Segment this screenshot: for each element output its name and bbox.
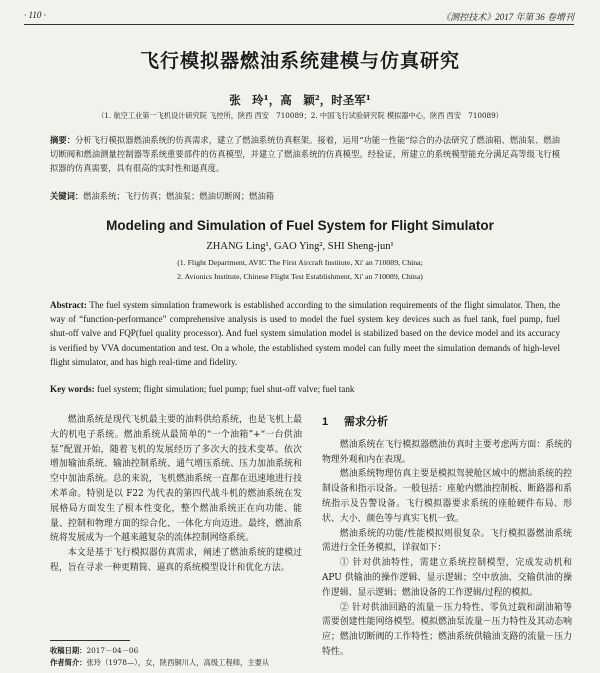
- bio-text: 张玲（1978—），女，陕西铜川人，高级工程师，主要从: [86, 658, 270, 667]
- keywords-chinese: [50, 190, 560, 202]
- body-paragraph: ① 针对供油特性，需建立系统控制模型，完成发动机和 APU 供输油的操作逻辑、显示逻辑；空中放油、交输供油的操作逻辑、显示逻辑；燃油设备的工作逻辑/过程的模拟。: [322, 558, 572, 598]
- keywords-english-text: fuel system; flight simulation; fuel pump; fuel shut-off valve; fuel tank: [97, 384, 355, 394]
- authors-chinese: 张 玲¹，高 颖²，时圣军¹: [229, 93, 371, 107]
- abstract-english-label: Abstract:: [50, 300, 87, 310]
- section-heading: [322, 415, 572, 430]
- abstract-english: [50, 298, 560, 369]
- keywords-chinese-label: 关键词：: [50, 191, 84, 201]
- body-paragraph: 本文是基于飞行模拟器仿真需求，阐述了燃油系统的建模过程，旨在寻求一种更精简、逼真的系统模型设计和优化方法。: [50, 548, 302, 573]
- title-english: Modeling and Simulation of Fuel System for Flight Simulator: [106, 218, 494, 233]
- abstract-chinese-label: 摘要：: [50, 135, 76, 145]
- keywords-english-label: Key words:: [50, 384, 95, 394]
- affiliation-english-2: 2. Avionics Institute, Chinese Flight Test Establishment, Xi' an 710089, China): [177, 272, 423, 281]
- abstract-chinese-text: 分析飞行模拟器燃油系统的仿真需求，建立了燃油系统仿真框架。接着，运用“功能－性能”综合的办法研究了燃油箱、燃油泵、燃油切断阀和燃油测量控制器等系统重要部件的仿真模型，并建立了燃油系统的仿真模型。经验证，所建立的系统模型能充分满足高等级飞行模拟器的仿真需要，具有很高的实时性和逼真度。: [50, 135, 560, 173]
- running-header: [24, 8, 574, 24]
- affiliations-chinese: （1. 航空工业第一飞机设计研究院 飞控所，陕西 西安 710089；2. 中国飞行试验研究院 模拟器中心，陕西 西安 710089）: [97, 111, 503, 120]
- author-bio: [50, 657, 302, 669]
- body-paragraph: 燃油系统在飞行模拟器燃油仿真时主要考虑两方面：系统的物理外观和内在表现。: [322, 439, 572, 465]
- footnote: [50, 645, 302, 669]
- keywords-chinese-text: 燃油系统；飞行仿真；燃油泵；燃油切断阀；燃油箱: [83, 191, 275, 201]
- abstract-chinese: [50, 133, 560, 175]
- abstract-english-text: The fuel system simulation framework is established according to the simulation requirements of the flight simulator. Then, the way of “function-performance” comprehensive analysis is used to model the fuel system key devices such as fuel tank, fuel pump, fuel shut-off valve and FQP(fuel quality processor). And fuel system simulation model is stabilized based on the device model and its accuracy is verified by VVA documentation and test. On a whole, the established system model can fully meet the simulation demands of high-level flight simulator, and has high real-time and fidelity.: [50, 300, 560, 367]
- footnote-rule: [50, 640, 130, 641]
- affiliation-english-1: (1. Flight Department, AVIC The First Aircraft Institute, Xi' an 710089, China;: [177, 258, 423, 267]
- section-title: 需求分析: [344, 416, 388, 428]
- body-paragraph: 燃油系统是现代飞机最主要的油料供给系统，也是飞机上最大的机电子系统。燃油系统从最简单的“一个油箱”+“一台供油泵”配置开始，随着飞机的发展经历了多次大的技术变革。依次增加输油系统、输油控制系统、通气增压系统、压力加油系统和空中加油系统。总的来说，飞机燃油系统一直都在迅速地进行技术革命。特别是以 F22 为代表的第四代战斗机的燃油系统在发展格局方面发生了根本性变化，整个燃油系统正在向功能、能量、控制和物理方面的综合化、一体化方向迈进。最终，燃油系统将发展成为一个越来越复杂的流体控制网络系统。: [50, 415, 302, 544]
- journal-name: 《测控技术》2017 年第 36 卷增刊: [441, 12, 574, 22]
- body-paragraph: ② 针对供油回路的流量－压力特性、零负过载和副油箱等需要创建性能网络模型。模拟燃油泵流量－压力特性及其动态响应；燃油切断阀的工作特性；燃油系统供输油支路的流量－压力特性。: [322, 602, 572, 657]
- received-date: [50, 645, 302, 657]
- bio-label: 作者简介：: [50, 658, 87, 667]
- body-paragraph: 燃油系统物理仿真主要是模拟驾驶舱区域中的燃油系统的控制设备和指示设备。一般包括：座舱内燃油控制板、断路器和系统指示及告警设备。飞行模拟器要求系统的座舱硬件布局、形状、大小、颜色等与真实飞机一致。: [322, 469, 572, 524]
- authors-english: ZHANG Ling¹, GAO Ying², SHI Sheng-jun¹: [206, 241, 394, 252]
- body-column-left: [50, 413, 302, 576]
- page-number: · 110 ·: [24, 10, 46, 20]
- body-column-right: [322, 413, 572, 660]
- received-value: 2017－04－06: [86, 646, 139, 655]
- body-paragraph: 燃油系统的功能/性能模拟则很复杂。飞行模拟器燃油系统需进行全任务模拟，详叙如下：: [322, 528, 572, 554]
- header-rule: [24, 24, 574, 25]
- section-number: 1: [322, 416, 329, 428]
- title-chinese: 飞行模拟器燃油系统建模与仿真研究: [139, 50, 460, 72]
- keywords-english: [50, 384, 560, 394]
- received-label: 收稿日期：: [50, 646, 87, 655]
